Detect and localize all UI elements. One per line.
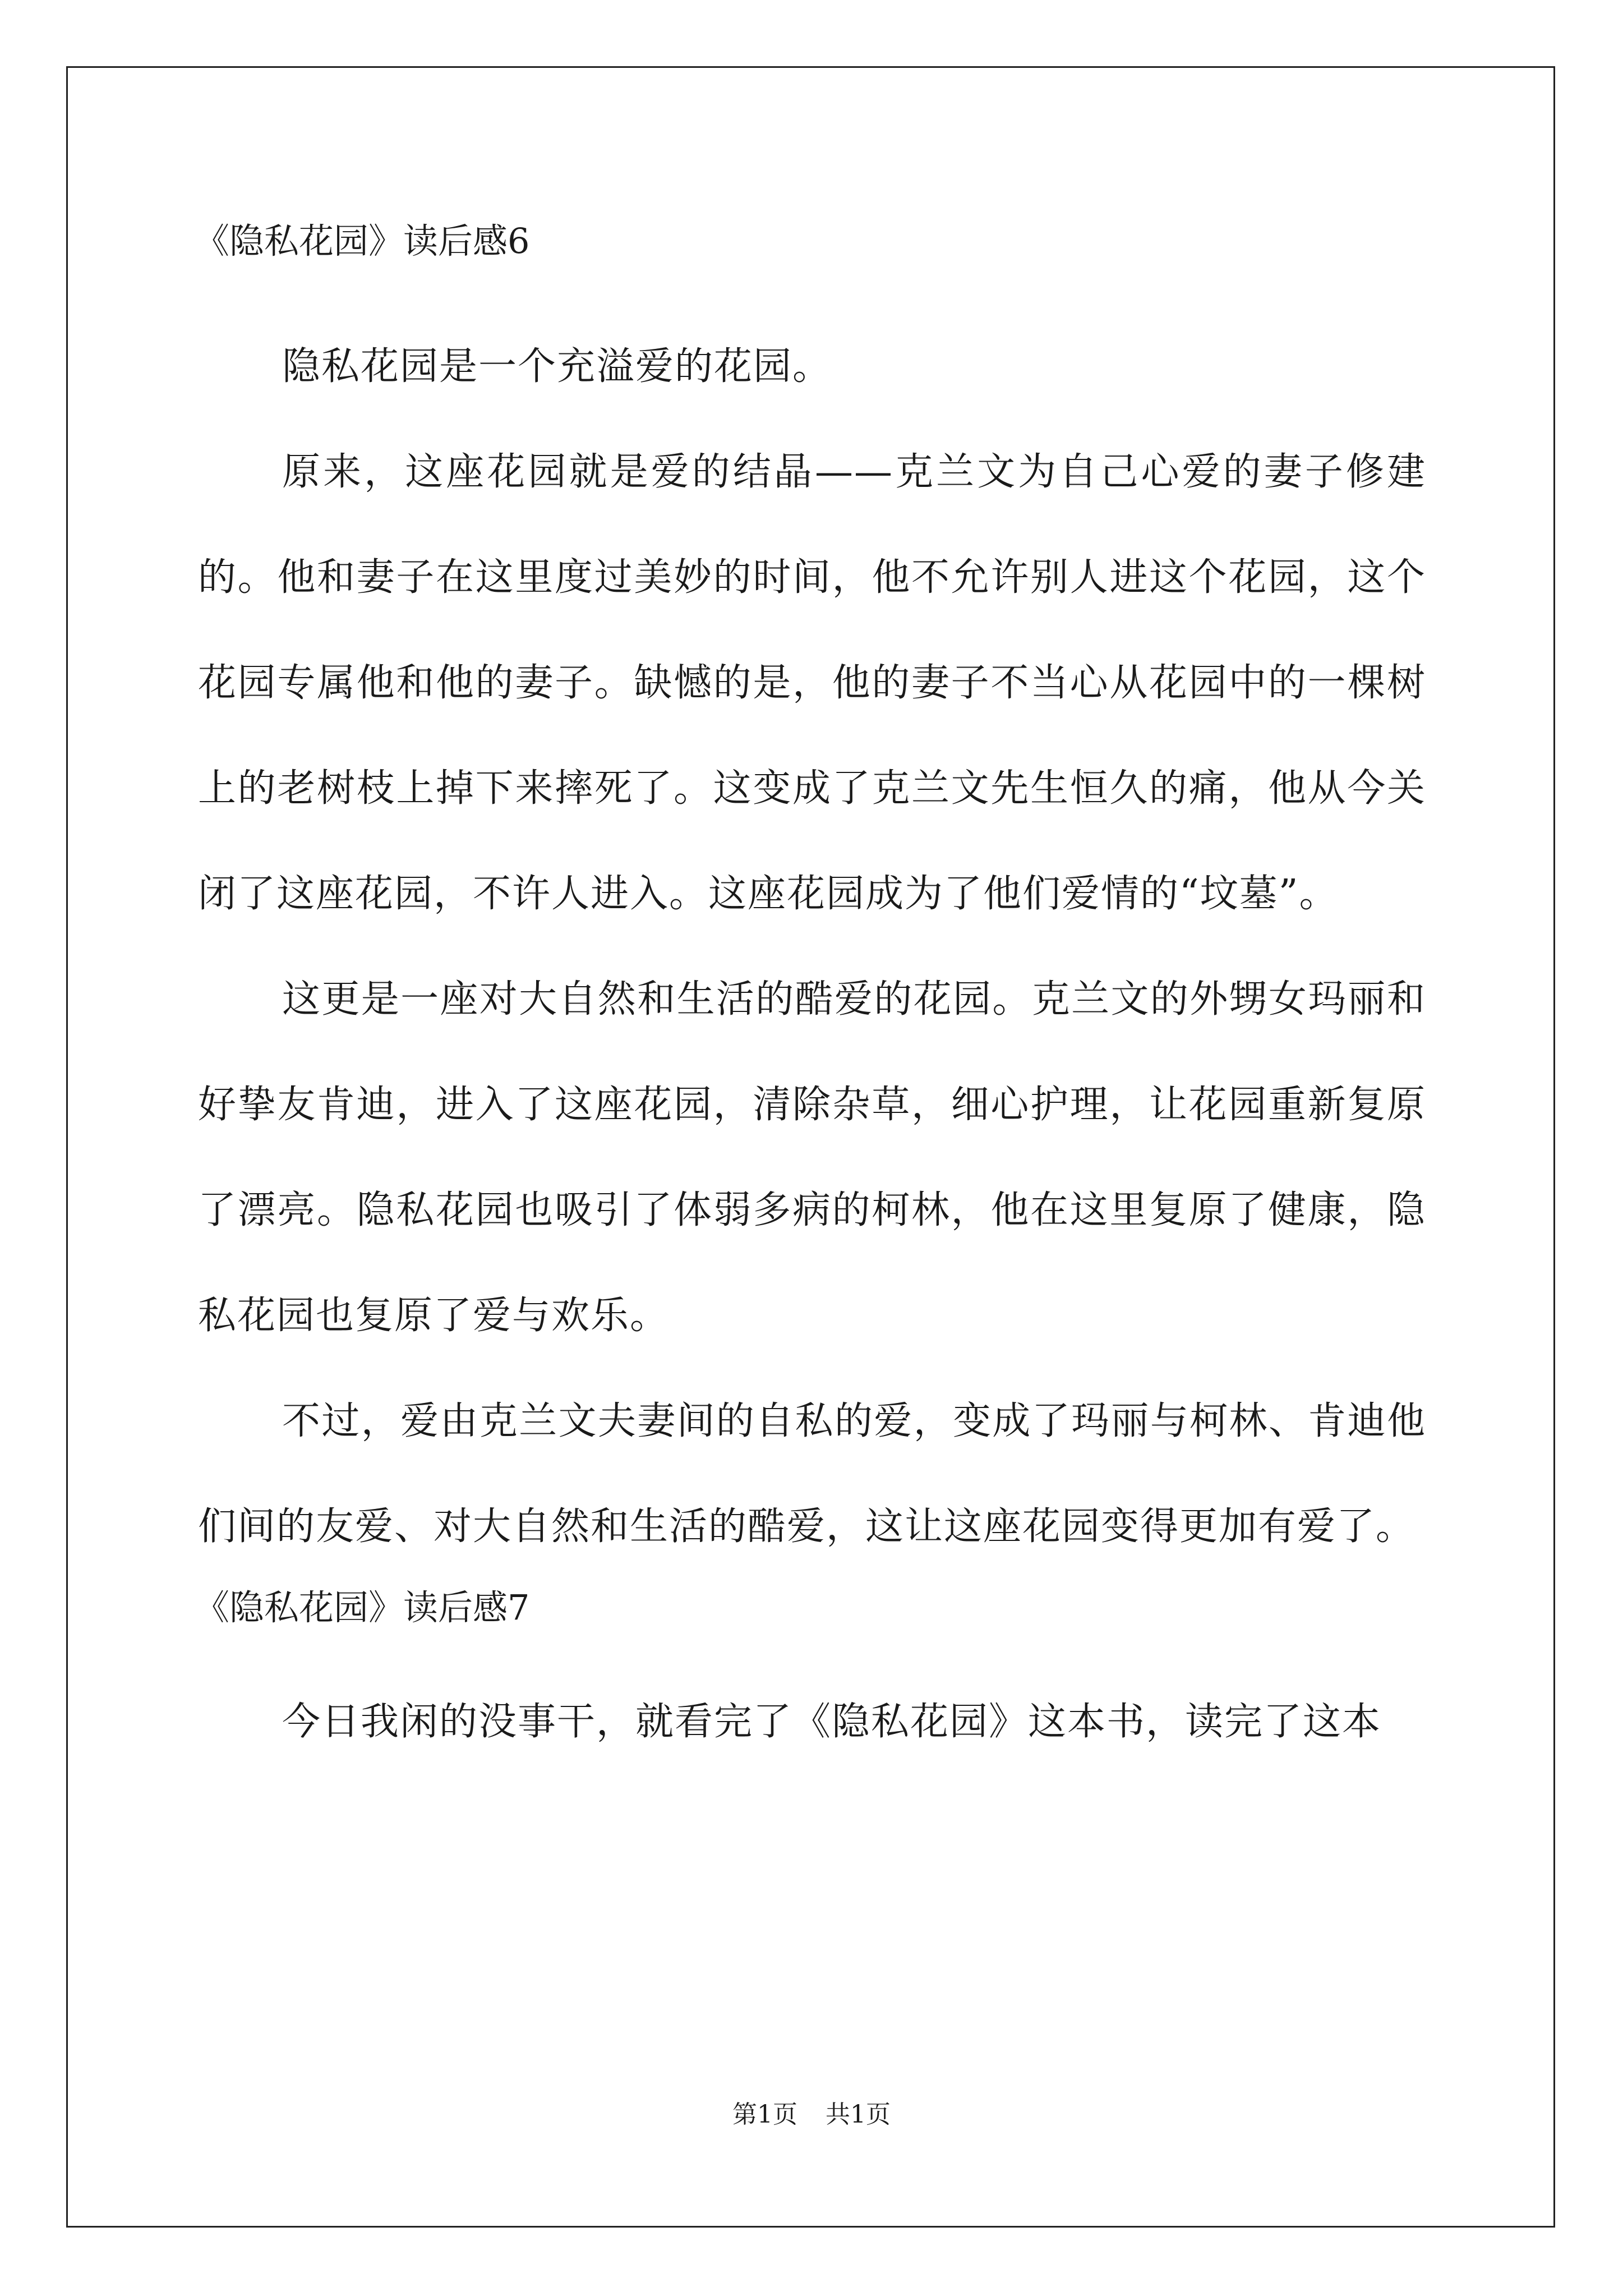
page-footer [0,2098,1623,2132]
section-title-6: 《隐私花园》读后感6 [195,220,530,261]
document-body [195,213,1426,1775]
paragraph-3: 这更是一座对大自然和生活的酷爱的花园。克兰文的外甥女玛丽和好挚友肯迪，进入了这座花园，清除杂草，细心护理，让花园重新复原了漂亮。隐私花园也吸引了体弱多病的柯林，他在这里复原了健康，隐私花园也复原了爱与欢乐。 [198,977,1426,1338]
paragraph-4: 不过，爱由克兰文夫妻间的自私的爱，变成了玛丽与柯林、肯迪他们间的友爱、对大自然和生活的酷爱，这让这座花园变得更加有爱了。 [198,1399,1426,1549]
paragraph-2: 原来，这座花园就是爱的结晶——克兰文为自己心爱的妻子修建的。他和妻子在这里度过美妙的时间，他不允许别人进这个花园，这个花园专属他和他的妻子。缺憾的是，他的妻子不当心从花园中的一棵树上的老树枝上掉下来摔死了。这变成了克兰文先生恒久的痛，他从今关闭了这座花园，不许人进入。这座花园成为了他们爱情的“坟墓”。 [198,450,1426,916]
page-total: 共1页 [826,2100,891,2129]
section-title-7: 《隐私花园》读后感7 [195,1587,530,1628]
paragraph-1: 隐私花园是一个充溢爱的花园。 [282,344,832,389]
page-number: 第1页 [732,2100,797,2129]
paragraph-5: 今日我闲的没事干，就看完了《隐私花园》这本书，读完了这本 [282,1700,1382,1744]
